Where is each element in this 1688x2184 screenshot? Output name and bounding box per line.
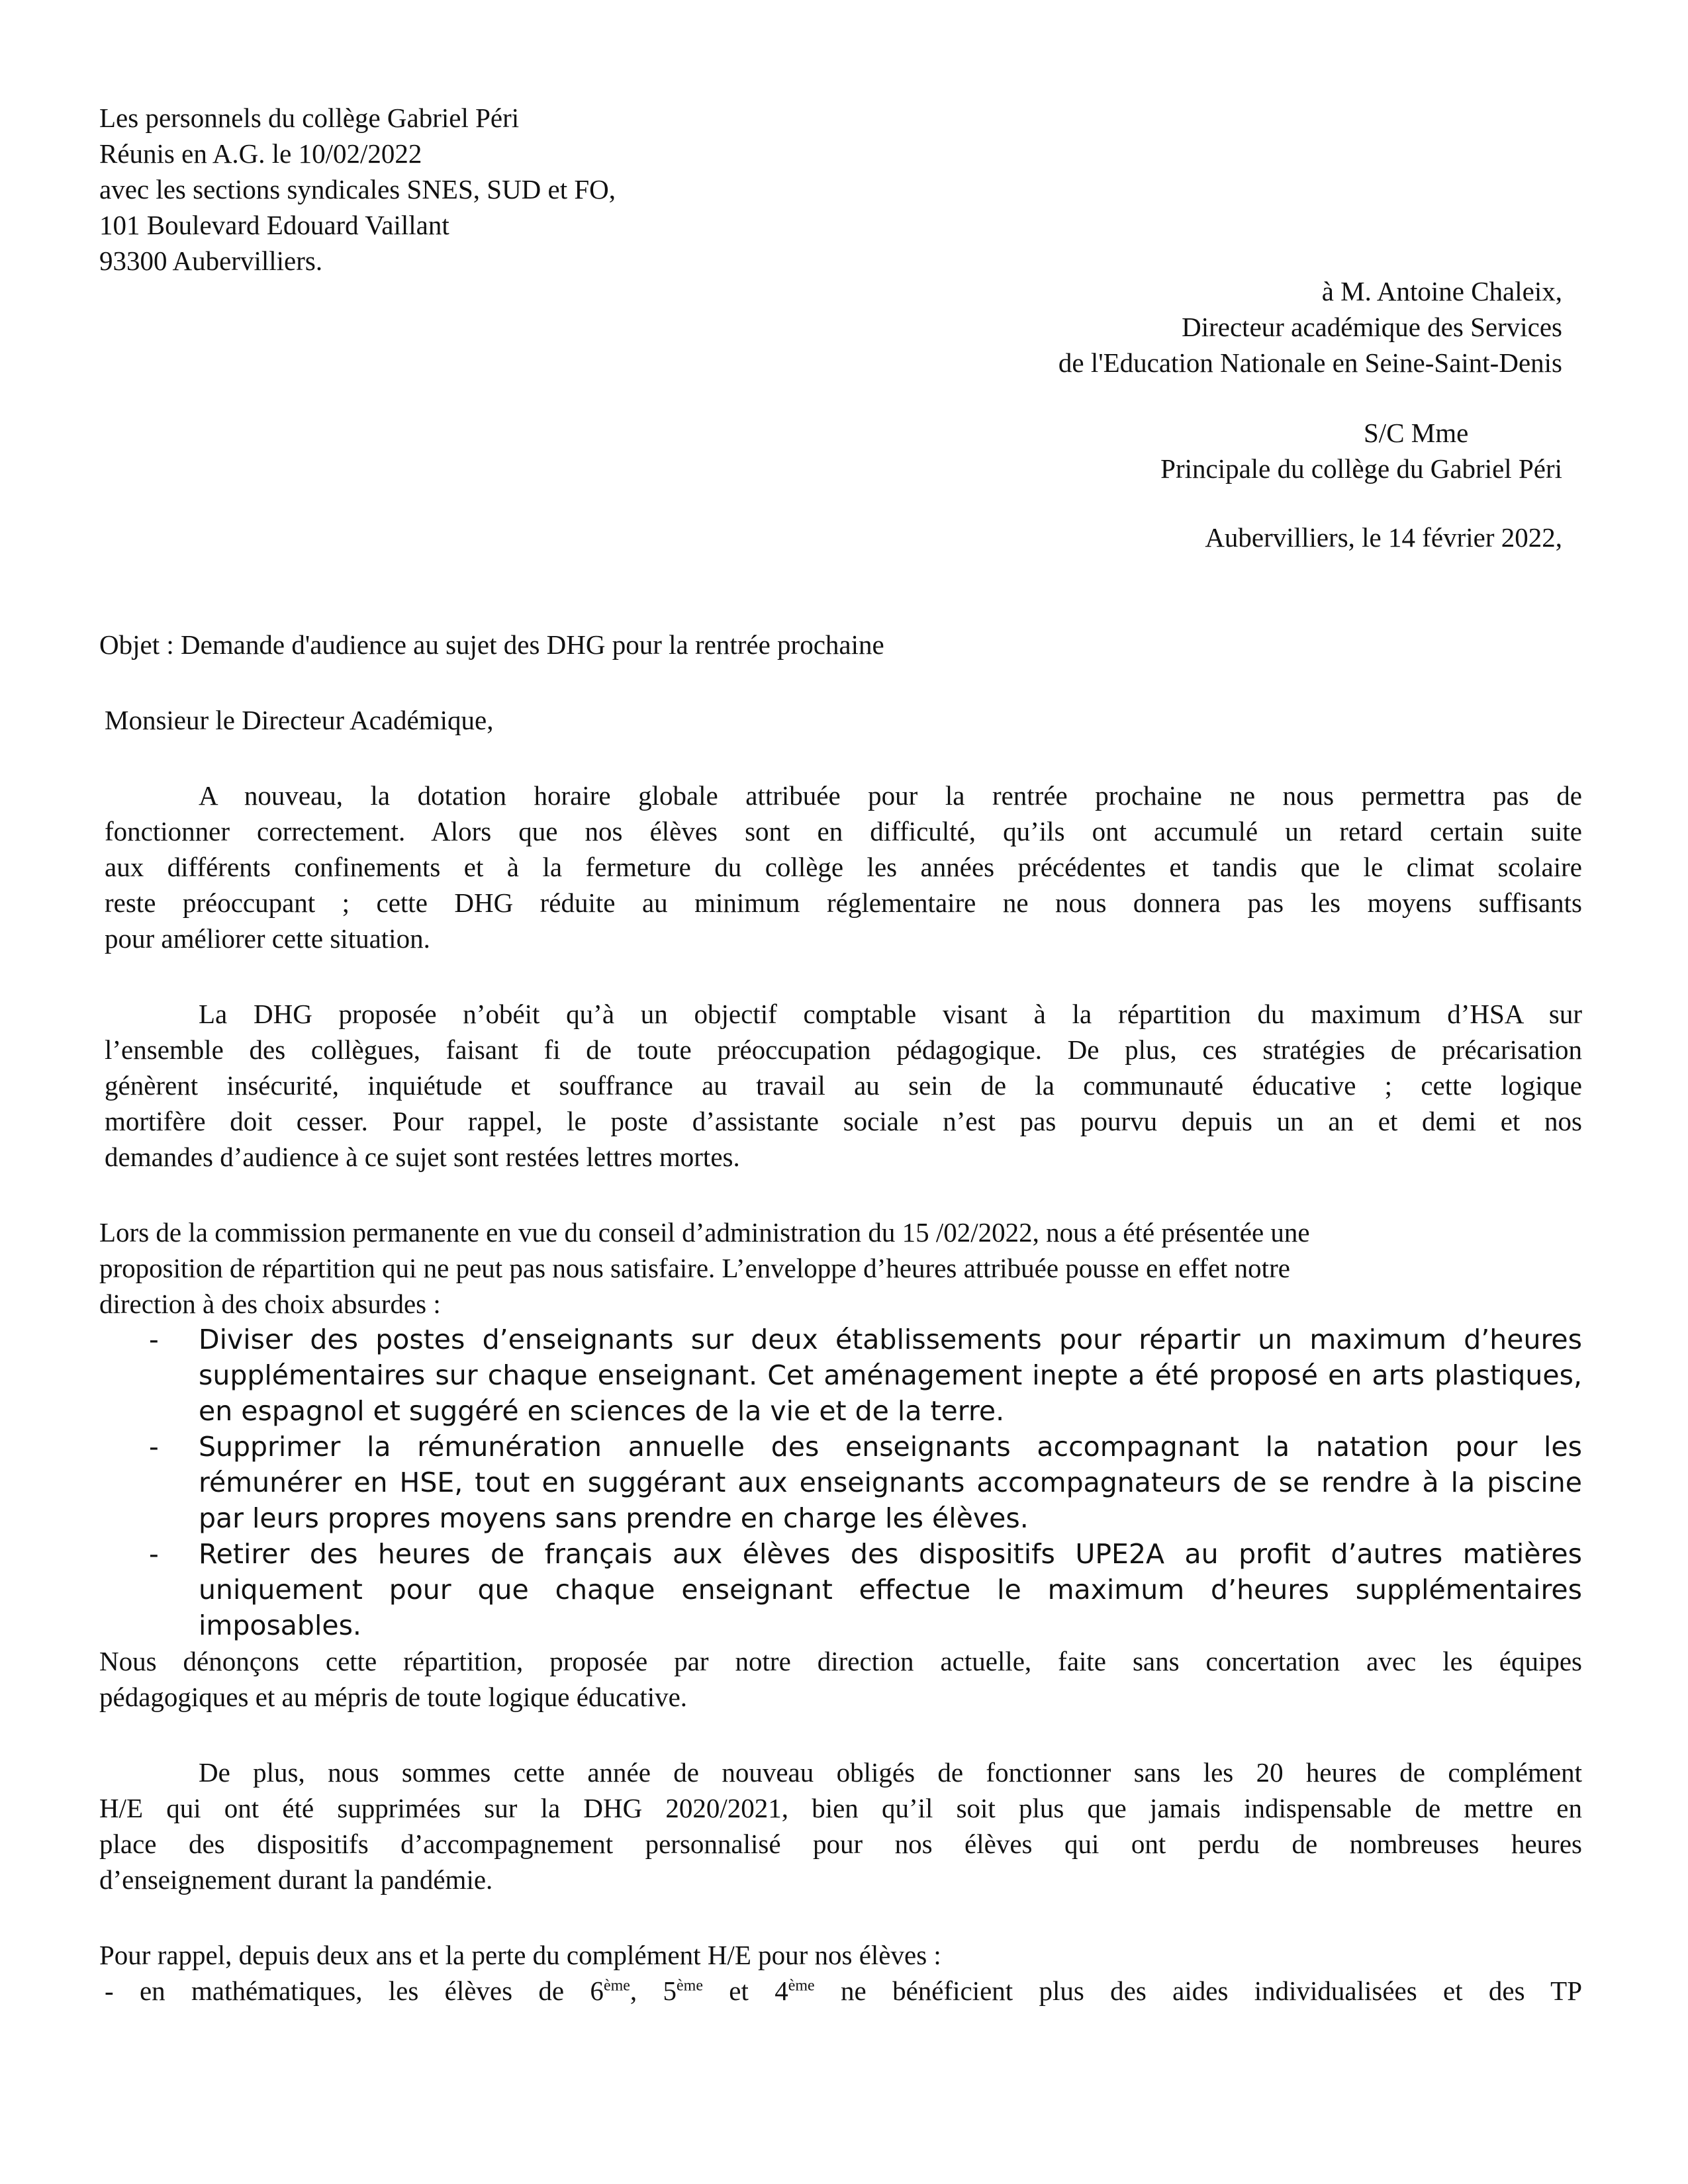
paragraph-line: fonctionner correctement. Alors que nos élèves sont en difficulté, qu’ils ont accumulé un retard certain suite <box>105 816 1582 846</box>
bullet-line: par leurs propres moyens sans prendre en charge les élèves. <box>199 1502 1029 1534</box>
subject-line: Objet : Demande d'audience au sujet des DHG pour la rentrée prochaine <box>99 629 884 660</box>
paragraph-line: l’ensemble des collègues, faisant fi de toute préoccupation pédagogique. De plus, ces stratégies de précarisation <box>105 1034 1582 1065</box>
paragraph-line: génèrent insécurité, inquiétude et souffrance au travail au sein de la communauté éducative ; cette logique <box>105 1070 1582 1101</box>
paragraph-line: mortifère doit cesser. Pour rappel, le poste d’assistante sociale n’est pas pourvu depuis un an et demi et nos <box>105 1106 1582 1136</box>
paragraph-text: , 5 <box>630 1976 677 2006</box>
bullet-line: en espagnol et suggéré en sciences de la vie et de la terre. <box>199 1395 1005 1427</box>
recipient-line: Directeur académique des Services <box>1182 312 1562 342</box>
paragraph-line: aux différents confinements et à la fermeture du collège les années précédentes et tandis que le climat scolaire <box>105 852 1582 882</box>
paragraph-text: et 4 <box>702 1976 788 2006</box>
sender-line: Réunis en A.G. le 10/02/2022 <box>99 138 422 169</box>
paragraph-line: proposition de répartition qui ne peut pas nous satisfaire. L’enveloppe d’heures attribuée pousse en effet notre <box>99 1253 1290 1283</box>
paragraph-line: A nouveau, la dotation horaire globale attribuée pour la rentrée prochaine ne nous permettra pas de <box>199 780 1582 811</box>
paragraph-line: demandes d’audience à ce sujet sont restées lettres mortes. <box>105 1142 740 1172</box>
recipient-sc: S/C Mme <box>1364 418 1469 448</box>
paragraph-line: H/E qui ont été supprimées sur la DHG 2020/2021, bien qu’il soit plus que jamais indispensable de mettre en <box>99 1793 1582 1823</box>
bullet-line: supplémentaires sur chaque enseignant. Cet aménagement inepte a été proposé en arts plastiques, <box>199 1359 1582 1391</box>
paragraph-6: Pour rappel, depuis deux ans et la perte du complément H/E pour nos élèves : <box>99 1940 941 1970</box>
paragraph-7 <box>105 1971 1582 2011</box>
sender-line: avec les sections syndicales SNES, SUD et FO, <box>99 174 616 205</box>
sender-line: 93300 Aubervilliers. <box>99 246 323 276</box>
recipient-line: de l'Education Nationale en Seine-Saint-Denis <box>1058 347 1562 378</box>
paragraph-line: pour améliorer cette situation. <box>105 923 430 954</box>
bullet-dash: - <box>149 1538 159 1570</box>
superscript: ème <box>603 1977 630 1995</box>
recipient-line: à M. Antoine Chaleix, <box>1321 276 1562 306</box>
paragraph-line: reste préoccupant ; cette DHG réduite au minimum réglementaire ne nous donnera pas les moyens suffisants <box>105 887 1582 918</box>
bullet-line: rémunérer en HSE, tout en suggérant aux enseignants accompagnateurs de se rendre à la piscine <box>199 1467 1582 1498</box>
date-line: Aubervilliers, le 14 février 2022, <box>1205 522 1562 553</box>
recipient-line: Principale du collège du Gabriel Péri <box>1160 453 1562 484</box>
superscript: ème <box>677 1977 703 1995</box>
paragraph-text: ne bénéficient plus des aides individualisées et des TP <box>814 1976 1582 2006</box>
bullet-dash: - <box>149 1324 159 1355</box>
paragraph-line: direction à des choix absurdes : <box>99 1289 441 1319</box>
paragraph-line: Nous dénonçons cette répartition, proposée par notre direction actuelle, faite sans concertation avec les équipes <box>99 1646 1582 1676</box>
salutation: Monsieur le Directeur Académique, <box>105 705 494 735</box>
bullet-line: imposables. <box>199 1610 361 1641</box>
paragraph-text: - en mathématiques, les élèves de 6 <box>105 1976 604 2006</box>
paragraph-line: place des dispositifs d’accompagnement personnalisé pour nos élèves qui ont perdu de nombreuses heures <box>99 1829 1582 1859</box>
bullet-line: uniquement pour que chaque enseignant effectue le maximum d’heures supplémentaires <box>199 1574 1582 1606</box>
paragraph-line: pédagogiques et au mépris de toute logique éducative. <box>99 1682 688 1712</box>
paragraph-line: La DHG proposée n’obéit qu’à un objectif comptable visant à la répartition du maximum d’HSA sur <box>199 999 1582 1029</box>
bullet-line: Diviser des postes d’enseignants sur deux établissements pour répartir un maximum d’heures <box>199 1324 1582 1355</box>
paragraph-line: d’enseignement durant la pandémie. <box>99 1864 493 1895</box>
sender-line: Les personnels du collège Gabriel Péri <box>99 103 520 133</box>
paragraph-line: Lors de la commission permanente en vue du conseil d’administration du 15 /02/2022, nous a été présentée une <box>99 1217 1310 1248</box>
superscript: ème <box>788 1977 815 1995</box>
bullet-dash: - <box>149 1431 159 1463</box>
paragraph-line: De plus, nous sommes cette année de nouveau obligés de fonctionner sans les 20 heures de complément <box>199 1757 1582 1788</box>
bullet-line: Retirer des heures de français aux élèves des dispositifs UPE2A au profit d’autres matières <box>199 1538 1582 1570</box>
sender-line: 101 Boulevard Edouard Vaillant <box>99 210 449 240</box>
bullet-line: Supprimer la rémunération annuelle des enseignants accompagnant la natation pour les <box>199 1431 1582 1463</box>
